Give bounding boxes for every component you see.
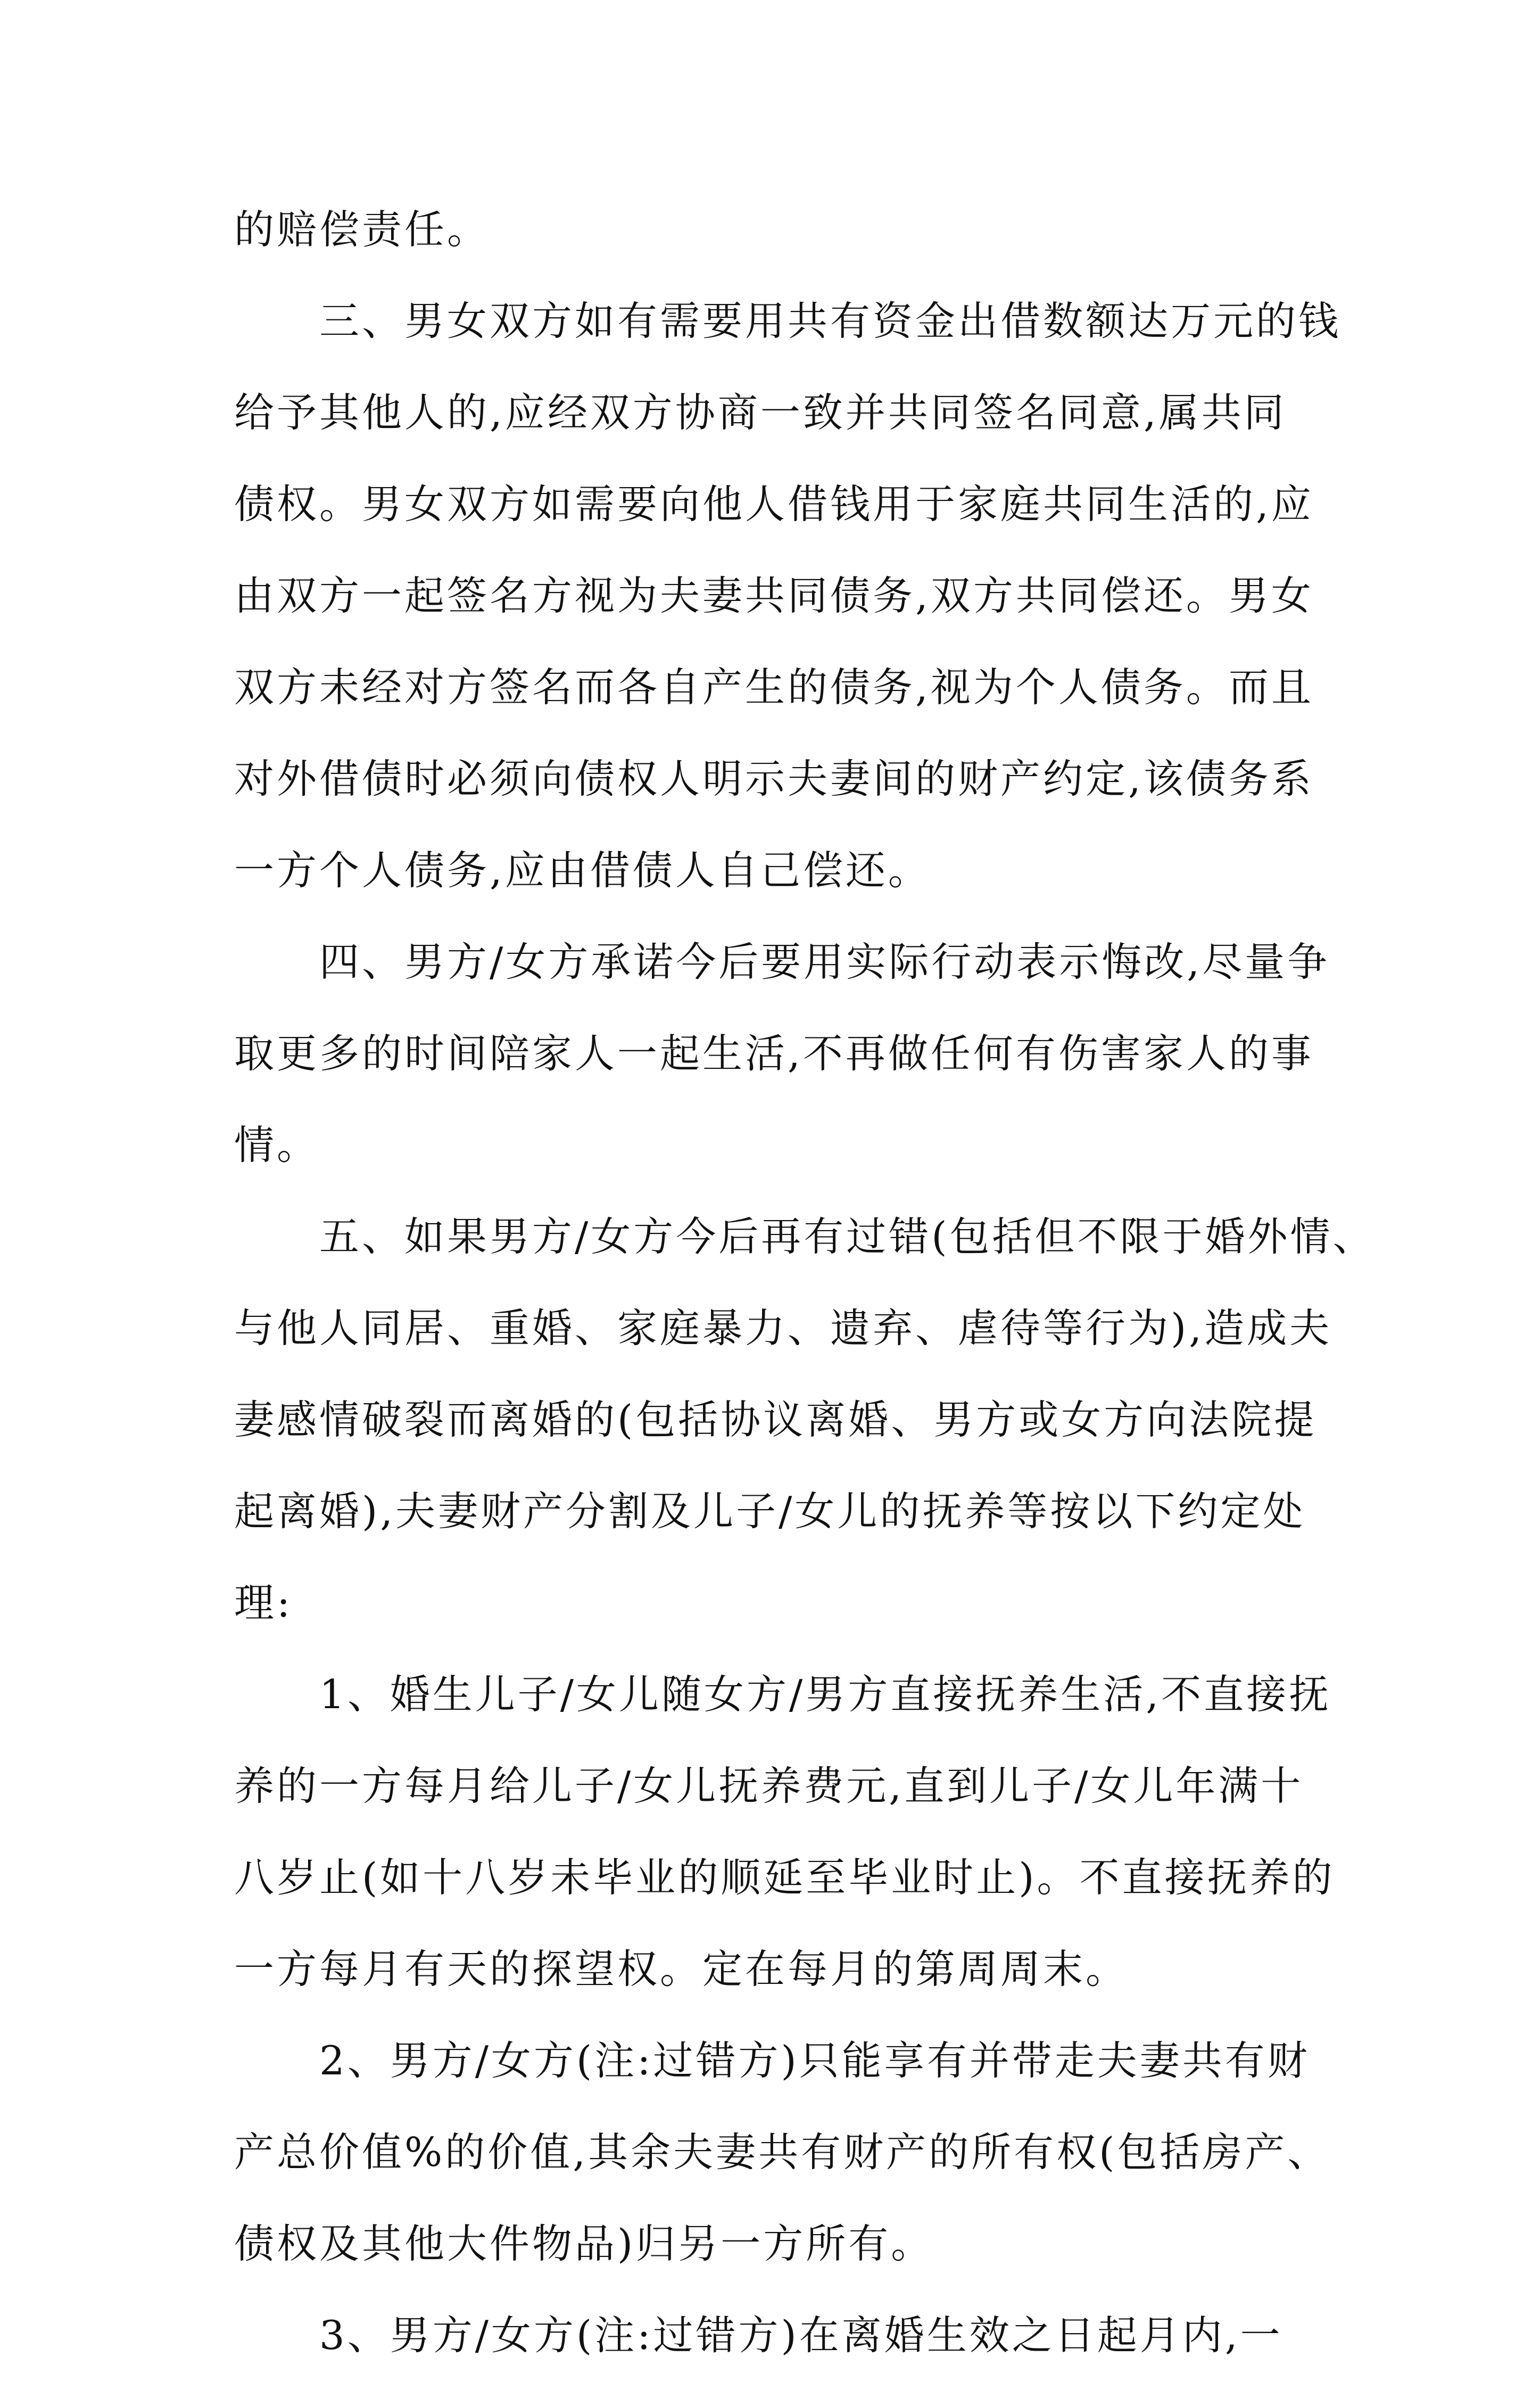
text-line: 理: bbox=[234, 1579, 293, 1626]
text-line: 2、男方/女方(注:过错方)只能享有并带走夫妻共有财 bbox=[319, 2037, 1310, 2084]
text-line: 起离婚),夫妻财产分割及儿子/女儿的抚养等按以下约定处 bbox=[234, 1488, 1306, 1535]
text-line: 债权及其他大件物品)归另一方所有。 bbox=[234, 2220, 934, 2267]
text-line: 一方个人债务,应由借债人自己偿还。 bbox=[234, 847, 931, 894]
text-line: 三、男女双方如有需要用共有资金出借数额达万元的钱 bbox=[319, 298, 1342, 344]
text-line: 产总价值%的价值,其余夫妻共有财产的所有权(包括房产、 bbox=[234, 2129, 1330, 2176]
text-line: 情。 bbox=[234, 1122, 320, 1168]
text-line: 双方未经对方签名而各自产生的债务,视为个人债务。而且 bbox=[234, 664, 1314, 711]
text-line: 取更多的时间陪家人一起生活,不再做任何有伤害家人的事 bbox=[234, 1030, 1314, 1077]
text-line: 养的一方每月给儿子/女儿抚养费元,直到儿子/女儿年满十 bbox=[234, 1762, 1304, 1809]
document-body bbox=[234, 184, 1376, 2381]
text-line: 妻感情破裂而离婚的(包括协议离婚、男方或女方向法院提 bbox=[234, 1396, 1317, 1443]
text-line: 八岁止(如十八岁未毕业的顺延至毕业时止)。不直接抚养的 bbox=[234, 1854, 1335, 1901]
text-line: 四、男方/女方承诺今后要用实际行动表示悔改,尽量争 bbox=[319, 938, 1330, 985]
text-line: 与他人同居、重婚、家庭暴力、遗弃、虐待等行为),造成夫 bbox=[234, 1305, 1332, 1352]
text-line: 一方每月有天的探望权。定在每月的第周周末。 bbox=[234, 1946, 1129, 1992]
text-line: 对外借债时必须向债权人明示夫妻间的财产约定,该债务系 bbox=[234, 755, 1314, 802]
text-line: 债权。男女双方如需要向他人借钱用于家庭共同生活的,应 bbox=[234, 481, 1314, 528]
text-line: 五、如果男方/女方今后再有过错(包括但不限于婚外情、 bbox=[319, 1213, 1376, 1260]
text-line: 3、男方/女方(注:过错方)在离婚生效之日起月内,一 bbox=[319, 2312, 1283, 2359]
text-line: 的赔偿责任。 bbox=[234, 206, 490, 253]
text-line: 由双方一起签名方视为夫妻共同债务,双方共同偿还。男女 bbox=[234, 572, 1314, 619]
text-line: 1、婚生儿子/女儿随女方/男方直接抚养生活,不直接抚 bbox=[319, 1671, 1332, 1718]
text-line: 给予其他人的,应经双方协商一致并共同签名同意,属共同 bbox=[234, 389, 1287, 436]
